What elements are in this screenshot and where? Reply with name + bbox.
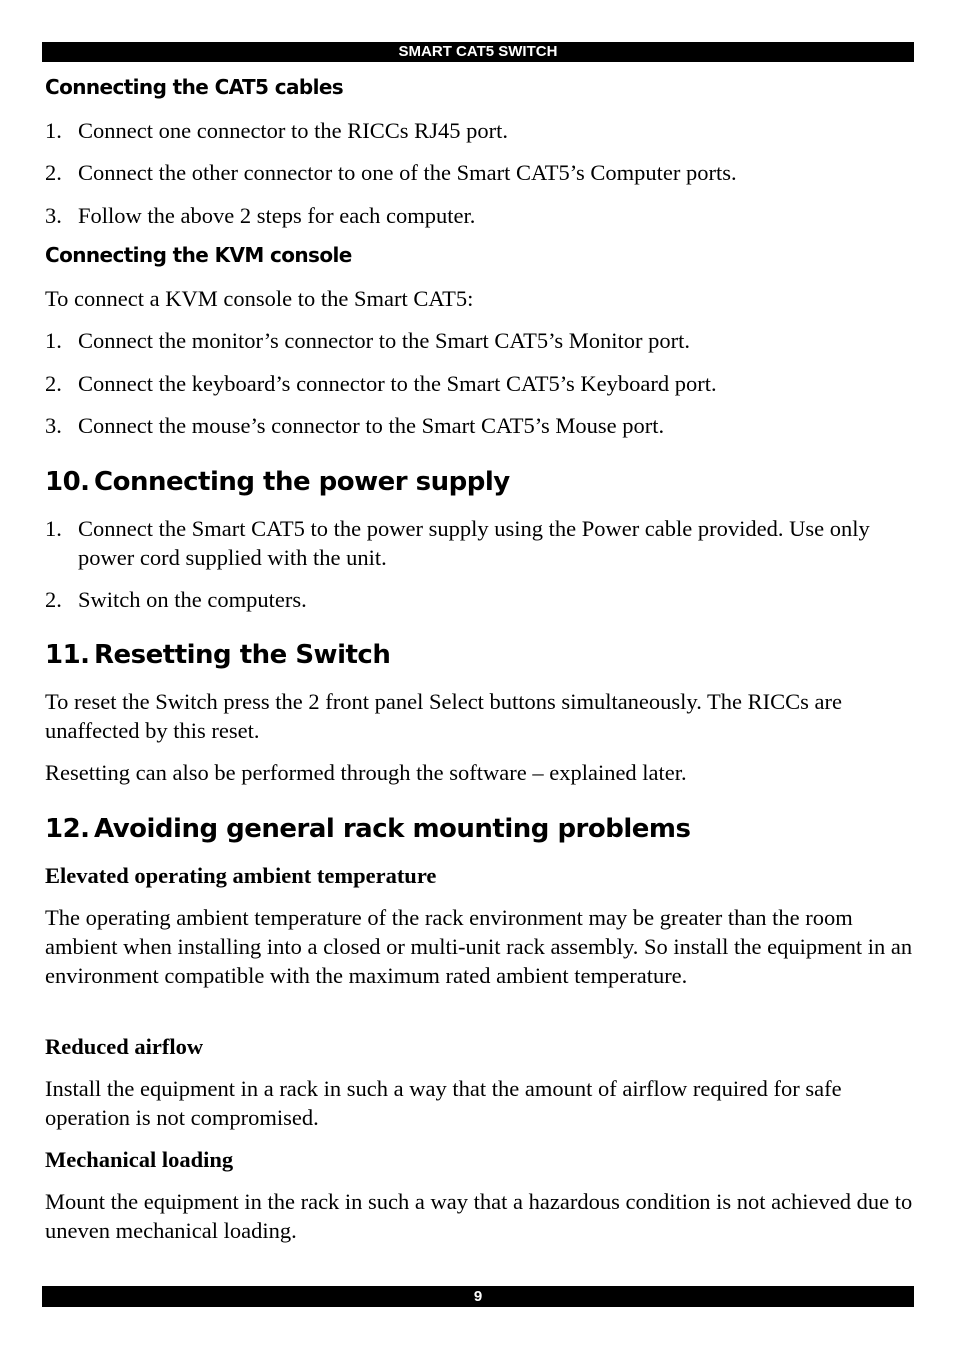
cables-heading: Connecting the CAT5 cables bbox=[45, 75, 344, 99]
list-item: Connect the keyboard’s connector to the Smart CAT5’s Keyboard port. bbox=[78, 371, 717, 396]
section-number: 11. bbox=[45, 640, 90, 670]
section-title: Connecting the power supply bbox=[94, 467, 510, 497]
list-number: 1. bbox=[45, 328, 62, 353]
reset-paragraph-2: Resetting can also be performed through the software – explained later. bbox=[45, 760, 687, 785]
kvm-intro: To connect a KVM console to the Smart CAT5: bbox=[45, 286, 474, 311]
page-number: 9 bbox=[42, 1286, 914, 1307]
list-number: 2. bbox=[45, 160, 62, 185]
temp-heading: Elevated operating ambient temperature bbox=[45, 863, 437, 888]
list-item: Connect the monitor’s connector to the Smart CAT5’s Monitor port. bbox=[78, 328, 691, 353]
airflow-heading: Reduced airflow bbox=[45, 1034, 204, 1059]
section-rack-title bbox=[45, 814, 690, 844]
list-item: Connect the Smart CAT5 to the power supply using the Power cable provided. Use only power cord supplied with the unit. bbox=[78, 516, 870, 570]
list-number: 2. bbox=[45, 371, 62, 396]
list-number: 3. bbox=[45, 203, 62, 228]
section-reset-title bbox=[45, 640, 390, 670]
airflow-paragraph: Install the equipment in a rack in such a way that the amount of airflow required for safe operation is not compromised. bbox=[45, 1076, 842, 1130]
section-power-title bbox=[45, 467, 510, 497]
temp-paragraph: The operating ambient temperature of the rack environment may be greater than the room ambient when installing into a closed or multi-unit rack assembly. So install the equipment in an environment compatible with the maximum rated ambient temperature. bbox=[45, 905, 913, 988]
list-item: Connect the other connector to one of the Smart CAT5’s Computer ports. bbox=[78, 160, 737, 185]
list-number: 1. bbox=[45, 516, 62, 541]
section-title: Avoiding general rack mounting problems bbox=[94, 814, 691, 844]
list-item: Follow the above 2 steps for each computer. bbox=[78, 203, 476, 228]
mech-heading: Mechanical loading bbox=[45, 1147, 234, 1172]
reset-paragraph-1: To reset the Switch press the 2 front panel Select buttons simultaneously. The RICCs are unaffected by this reset. bbox=[45, 689, 843, 743]
section-number: 12. bbox=[45, 814, 90, 844]
list-number: 2. bbox=[45, 587, 62, 612]
list-item: Connect one connector to the RICCs RJ45 port. bbox=[78, 118, 508, 143]
kvm-heading: Connecting the KVM console bbox=[45, 243, 352, 267]
list-item: Connect the mouse’s connector to the Smart CAT5’s Mouse port. bbox=[78, 413, 665, 438]
section-title: Resetting the Switch bbox=[94, 640, 391, 670]
list-number: 3. bbox=[45, 413, 62, 438]
page-header: SMART CAT5 SWITCH bbox=[42, 42, 914, 62]
list-item: Switch on the computers. bbox=[78, 587, 307, 612]
section-number: 10. bbox=[45, 467, 90, 497]
list-number: 1. bbox=[45, 118, 62, 143]
mech-paragraph: Mount the equipment in the rack in such a way that a hazardous condition is not achieved due to uneven mechanical loading. bbox=[45, 1189, 913, 1243]
